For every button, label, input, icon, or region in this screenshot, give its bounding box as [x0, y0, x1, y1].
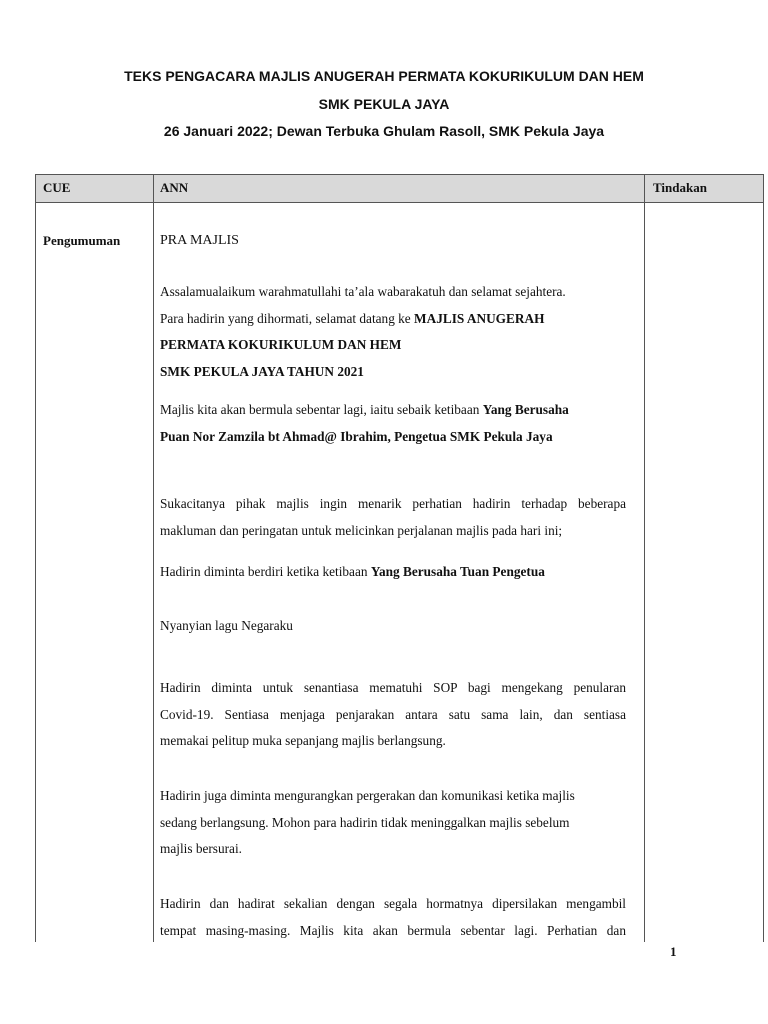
- anthem-paragraph: [160, 613, 626, 640]
- start-paragraph: [160, 397, 626, 450]
- school-name: SMK PEKULA JAYA: [318, 96, 450, 112]
- text-line: Sukacitanya pihak majlis ingin menarik perhatian hadirin terhadap beberapa: [160, 496, 626, 511]
- sop-paragraph: [160, 675, 626, 755]
- text-line: Assalamualaikum warahmatullahi ta’ala wabarakatuh dan selamat sejahtera.: [160, 284, 566, 299]
- seating-paragraph: [160, 891, 626, 944]
- cue-cell: Pengumuman: [43, 233, 121, 248]
- event-name-bold: PERMATA KOKURIKULUM DAN HEM: [160, 337, 402, 352]
- text-line: memakai pelitup muka sepanjang majlis berlangsung.: [160, 733, 446, 748]
- text-line: tempat masing-masing. Majlis kita akan bermula sebentar lagi. Perhatian dan: [160, 922, 626, 938]
- column-divider: [153, 175, 154, 942]
- document-title: TEKS PENGACARA MAJLIS ANUGERAH PERMATA KOKURIKULUM DAN HEM: [124, 68, 644, 84]
- vip-title-bold: Yang Berusaha Tuan Pengetua: [370, 564, 545, 579]
- column-divider: [644, 175, 645, 942]
- text-line: Nyanyian lagu Negaraku: [160, 618, 293, 633]
- page-number: 1: [670, 944, 677, 959]
- welcome-paragraph: [160, 279, 626, 385]
- column-header-cue: CUE: [43, 180, 71, 195]
- text-span: Hadirin diminta berdiri ketika ketibaan: [160, 564, 371, 579]
- event-date-venue: 26 Januari 2022; Dewan Terbuka Ghulam Rasoll, SMK Pekula Jaya: [163, 123, 605, 139]
- event-name-bold: MAJLIS ANUGERAH: [414, 310, 545, 326]
- text-line: Hadirin juga diminta mengurangkan pergerakan dan komunikasi ketika majlis: [160, 788, 575, 803]
- text-span: Majlis kita akan bermula sebentar lagi, iaitu sebaik ketibaan: [160, 402, 483, 417]
- text-line: makluman dan peringatan untuk melicinkan perjalanan majlis pada hari ini;: [160, 522, 563, 538]
- text-line: Hadirin dan hadirat sekalian dengan segala hormatnya dipersilakan mengambil: [160, 896, 626, 911]
- text-line: majlis bersurai.: [160, 841, 242, 856]
- script-table: [35, 174, 764, 942]
- vip-name-bold: Puan Nor Zamzila bt Ahmad@ Ibrahim, Pengetua SMK Pekula Jaya: [160, 428, 553, 444]
- column-header-action: Tindakan: [653, 180, 707, 195]
- stand-paragraph: [160, 559, 626, 586]
- text-span: Para hadirin yang dihormati, selamat datang ke: [160, 310, 415, 326]
- text-line: Hadirin diminta untuk senantiasa mematuhi SOP bagi mengekang penularan: [160, 680, 626, 695]
- vip-title-bold: Yang Berusaha: [482, 402, 569, 417]
- movement-paragraph: [160, 783, 626, 863]
- section-title-text: PRA MAJLIS: [160, 233, 239, 248]
- text-line: [160, 559, 626, 586]
- text-line: Covid-19. Sentiasa menjaga penjarakan antara satu sama lain, dan sentiasa: [160, 706, 626, 722]
- text-line: sedang berlangsung. Mohon para hadirin tidak meninggalkan majlis sebelum: [160, 814, 570, 830]
- notice-paragraph: [160, 491, 626, 544]
- section-title: [160, 228, 626, 255]
- event-name-bold: SMK PEKULA JAYA TAHUN 2021: [160, 363, 364, 379]
- column-header-ann: ANN: [160, 180, 189, 195]
- text-line: [160, 397, 626, 424]
- text-line: [160, 306, 626, 333]
